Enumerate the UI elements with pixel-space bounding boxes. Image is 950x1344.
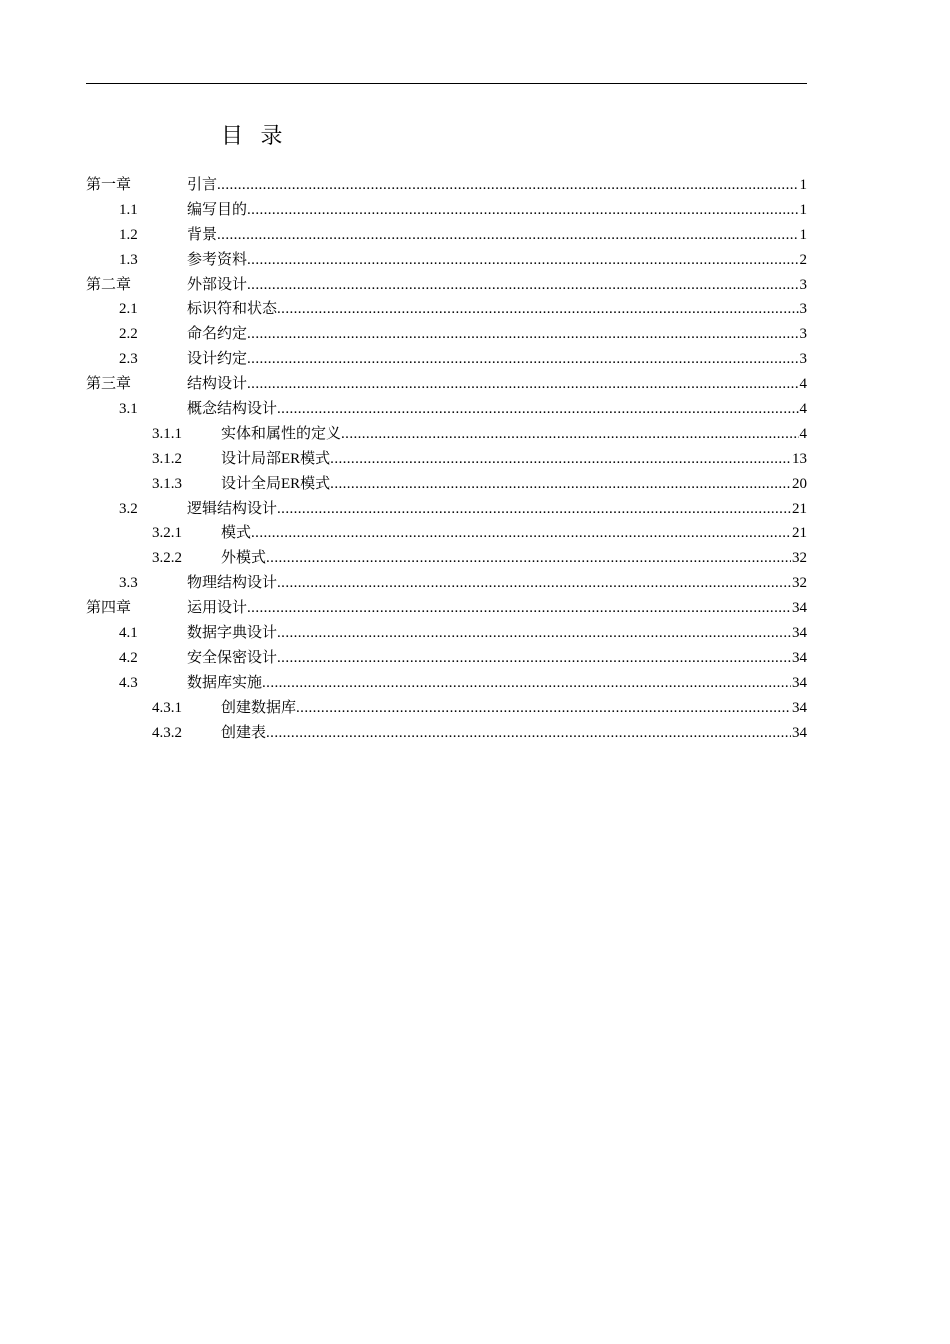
toc-entry-line bbox=[187, 621, 807, 646]
toc-entry-line bbox=[187, 198, 807, 223]
dot-leader bbox=[251, 521, 791, 546]
toc-entry[interactable] bbox=[0, 472, 950, 497]
toc-entry-line bbox=[221, 472, 807, 497]
toc-entry[interactable] bbox=[0, 297, 950, 322]
toc-entry-page[interactable]: 4 bbox=[799, 376, 807, 393]
toc-entry-page[interactable]: 21 bbox=[792, 525, 807, 542]
toc-entry-title[interactable]: 设计约定 bbox=[187, 351, 248, 368]
toc-entry-line bbox=[221, 696, 807, 721]
toc-entry-number: 3.1.2 bbox=[152, 450, 182, 467]
dot-leader bbox=[296, 696, 791, 721]
dot-leader bbox=[217, 173, 798, 198]
toc-entry-number: 2.3 bbox=[119, 351, 138, 368]
toc-entry[interactable] bbox=[0, 273, 950, 298]
toc-entry-page[interactable]: 32 bbox=[792, 550, 807, 567]
toc-entry-title[interactable]: 运用设计 bbox=[187, 600, 248, 617]
toc-entry-number: 2.1 bbox=[119, 301, 138, 318]
toc-entry-line bbox=[221, 447, 807, 472]
toc-entry[interactable] bbox=[0, 248, 950, 273]
toc-entry-number: 3.3 bbox=[119, 575, 138, 592]
dot-leader bbox=[277, 297, 798, 322]
dot-leader bbox=[247, 273, 798, 298]
toc-entry[interactable] bbox=[0, 422, 950, 447]
toc-entry-line bbox=[187, 173, 807, 198]
toc-entry-number: 4.3.1 bbox=[152, 699, 182, 716]
toc-entry-title[interactable]: 标识符和状态 bbox=[187, 301, 278, 318]
toc-entry-page[interactable]: 3 bbox=[799, 301, 807, 318]
toc-entry-number: 第二章 bbox=[86, 276, 132, 293]
toc-entry[interactable] bbox=[0, 671, 950, 696]
toc-entry-page[interactable]: 34 bbox=[792, 625, 807, 642]
toc-entry-number: 4.1 bbox=[119, 625, 138, 642]
toc-entry-title[interactable]: 背景 bbox=[187, 226, 218, 243]
toc-entry[interactable] bbox=[0, 571, 950, 596]
toc-entry-title[interactable]: 模式 bbox=[221, 525, 252, 542]
toc-entry-number: 4.3 bbox=[119, 674, 138, 691]
toc-entry[interactable] bbox=[0, 447, 950, 472]
toc-entry-number: 3.2.1 bbox=[152, 525, 182, 542]
toc-entry-title[interactable]: 创建数据库 bbox=[221, 699, 297, 716]
toc-entry[interactable] bbox=[0, 521, 950, 546]
toc-entry-page[interactable]: 4 bbox=[799, 425, 807, 442]
toc-entry-page[interactable]: 1 bbox=[799, 201, 807, 218]
dot-leader bbox=[247, 596, 791, 621]
toc-entry-line bbox=[187, 297, 807, 322]
dot-leader bbox=[266, 721, 791, 746]
toc-entry-number: 3.1.3 bbox=[152, 475, 182, 492]
toc-entry-title[interactable]: 引言 bbox=[187, 177, 218, 193]
toc-entry-title[interactable]: 编写目的 bbox=[187, 201, 248, 218]
toc-entry-title[interactable]: 设计局部ER模式 bbox=[221, 450, 331, 467]
toc-entry-title[interactable]: 概念结构设计 bbox=[187, 401, 278, 418]
toc-entry-page[interactable]: 34 bbox=[792, 649, 807, 666]
toc-entry-line bbox=[187, 646, 807, 671]
dot-leader bbox=[247, 198, 798, 223]
dot-leader bbox=[330, 472, 791, 497]
toc-entry-line bbox=[221, 422, 807, 447]
toc-entry-number: 4.3.2 bbox=[152, 724, 182, 741]
toc-entry-line bbox=[221, 521, 807, 546]
toc-entry-line bbox=[187, 372, 807, 397]
toc-entry-page[interactable]: 34 bbox=[792, 674, 807, 691]
toc-entry[interactable] bbox=[0, 721, 950, 746]
toc-entry[interactable] bbox=[0, 397, 950, 422]
toc-entry[interactable] bbox=[0, 646, 950, 671]
toc-entry-page[interactable]: 3 bbox=[799, 351, 807, 368]
toc-entry-line bbox=[187, 671, 807, 696]
toc-entry-number: 3.1 bbox=[119, 401, 138, 418]
toc-entry-number: 1.3 bbox=[119, 251, 138, 268]
toc-entry-page[interactable]: 1 bbox=[799, 177, 807, 193]
dot-leader bbox=[247, 248, 798, 273]
header-rule bbox=[86, 83, 807, 84]
toc-entry-page[interactable]: 4 bbox=[799, 401, 807, 418]
table-of-contents bbox=[0, 173, 950, 745]
toc-entry-title[interactable]: 逻辑结构设计 bbox=[187, 500, 278, 517]
toc-entry[interactable] bbox=[0, 322, 950, 347]
toc-entry-line bbox=[187, 223, 807, 248]
toc-entry-page[interactable]: 21 bbox=[792, 500, 807, 517]
toc-entry-page[interactable]: 32 bbox=[792, 575, 807, 592]
dot-leader bbox=[217, 223, 798, 248]
toc-title: 目 录 bbox=[221, 123, 289, 148]
dot-leader bbox=[266, 546, 791, 571]
toc-entry[interactable] bbox=[0, 596, 950, 621]
toc-entry-number: 4.2 bbox=[119, 649, 138, 666]
dot-leader bbox=[247, 347, 798, 372]
toc-entry-number: 2.2 bbox=[119, 326, 138, 343]
toc-entry-number: 1.1 bbox=[119, 201, 138, 218]
toc-entry-title[interactable]: 物理结构设计 bbox=[187, 575, 278, 592]
toc-entry-line bbox=[187, 347, 807, 372]
toc-entry-page[interactable]: 3 bbox=[799, 326, 807, 343]
dot-leader bbox=[277, 621, 791, 646]
dot-leader bbox=[330, 447, 791, 472]
dot-leader bbox=[341, 422, 798, 447]
toc-entry-page[interactable]: 34 bbox=[792, 724, 807, 741]
toc-entry-line bbox=[187, 322, 807, 347]
toc-entry-line bbox=[187, 571, 807, 596]
toc-entry-number: 3.2 bbox=[119, 500, 138, 517]
dot-leader bbox=[277, 397, 798, 422]
toc-entry[interactable] bbox=[0, 198, 950, 223]
toc-entry-page[interactable]: 3 bbox=[799, 276, 807, 293]
toc-entry-title[interactable]: 数据字典设计 bbox=[187, 625, 278, 642]
toc-entry-number: 3.2.2 bbox=[152, 550, 182, 567]
toc-entry[interactable] bbox=[0, 497, 950, 522]
toc-entry-title[interactable]: 外模式 bbox=[221, 550, 267, 567]
dot-leader bbox=[277, 646, 791, 671]
dot-leader bbox=[247, 372, 798, 397]
toc-entry-title[interactable]: 数据库实施 bbox=[187, 674, 263, 691]
toc-entry-title[interactable]: 设计全局ER模式 bbox=[221, 475, 331, 492]
toc-entry-line bbox=[187, 596, 807, 621]
toc-entry-title[interactable]: 创建表 bbox=[221, 724, 267, 741]
toc-entry-page[interactable]: 34 bbox=[792, 600, 807, 617]
toc-entry-line bbox=[221, 721, 807, 746]
toc-entry[interactable] bbox=[0, 372, 950, 397]
toc-entry[interactable] bbox=[0, 546, 950, 571]
toc-entry-line bbox=[221, 546, 807, 571]
dot-leader bbox=[262, 671, 791, 696]
toc-entry-page[interactable]: 34 bbox=[792, 699, 807, 716]
toc-entry-title[interactable]: 外部设计 bbox=[187, 276, 248, 293]
dot-leader bbox=[277, 571, 791, 596]
toc-entry-page[interactable]: 20 bbox=[792, 475, 807, 492]
toc-entry[interactable] bbox=[0, 621, 950, 646]
toc-entry-number: 1.2 bbox=[119, 226, 138, 243]
toc-entry-line bbox=[187, 397, 807, 422]
toc-entry-number: 第四章 bbox=[86, 600, 132, 617]
toc-entry[interactable] bbox=[0, 173, 950, 198]
toc-entry[interactable] bbox=[0, 347, 950, 372]
toc-entry-line bbox=[187, 248, 807, 273]
toc-entry[interactable] bbox=[0, 696, 950, 721]
toc-entry-page[interactable]: 1 bbox=[799, 226, 807, 243]
toc-entry[interactable] bbox=[0, 223, 950, 248]
toc-entry-page[interactable]: 13 bbox=[792, 450, 807, 467]
toc-entry-title[interactable]: 安全保密设计 bbox=[187, 649, 278, 666]
toc-entry-line bbox=[187, 497, 807, 522]
dot-leader bbox=[247, 322, 798, 347]
toc-entry-title[interactable]: 实体和属性的定义 bbox=[221, 425, 342, 442]
toc-entry-number: 第一章 bbox=[86, 177, 132, 193]
dot-leader bbox=[277, 497, 791, 522]
toc-entry-title[interactable]: 参考资料 bbox=[187, 251, 248, 268]
toc-entry-title[interactable]: 命名约定 bbox=[187, 326, 248, 343]
toc-entry-number: 3.1.1 bbox=[152, 425, 182, 442]
toc-entry-line bbox=[187, 273, 807, 298]
toc-entry-number: 第三章 bbox=[86, 376, 132, 393]
toc-entry-page[interactable]: 2 bbox=[799, 251, 807, 268]
toc-entry-title[interactable]: 结构设计 bbox=[187, 376, 248, 393]
